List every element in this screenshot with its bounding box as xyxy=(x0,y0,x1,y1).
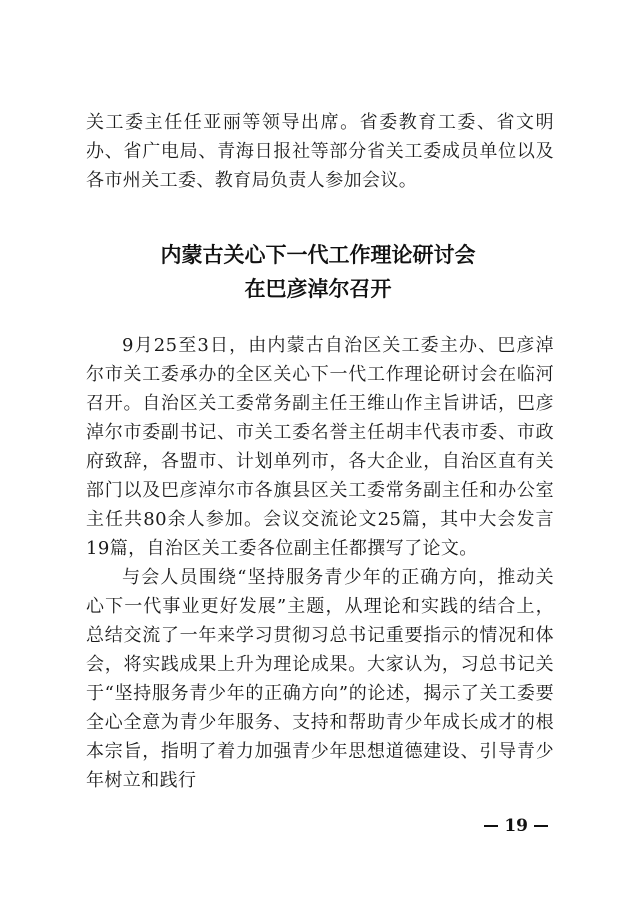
article-body xyxy=(86,331,554,795)
article-title-line-1: 内蒙古关心下一代工作理论研讨会 xyxy=(160,243,476,267)
page-number-value: 19 xyxy=(504,816,528,836)
intro-text-block xyxy=(86,108,554,195)
intro-paragraph: 关工委主任任亚丽等领导出席。省委教育工委、省文明办、省广电局、青海日报社等部分省关工委成员单位以及各市州关工委、教育局负责人参加会议。 xyxy=(86,112,554,191)
page-number xyxy=(484,816,548,836)
page-number-right-dash xyxy=(534,825,548,827)
page-number-left-dash xyxy=(484,825,498,827)
article-paragraph-1: 9月25至3日，由内蒙古自治区关工委主办、巴彦淖尔市关工委承办的全区关心下一代工作理论研讨会在临河召开。自治区关工委常务副主任王维山作主旨讲话，巴彦淖尔市委副书记、市关工委名誉主任胡丰代表市委、市政府致辞，各盟市、计划单列市，各大企业，自治区直有关部门以及巴彦淖尔市各旗县区关工委常务副主任和办公室主任共80余人参加。会议交流论文25篇，其中大会发言19篇，自治区关工委各位副主任都撰写了论文。 xyxy=(86,335,554,559)
article-paragraph-2: 与会人员围绕“坚持服务青少年的正确方向，推动关心下一代事业更好发展”主题，从理论和实践的结合上，总结交流了一年来学习贯彻习总书记重要指示的情况和体会，将实践成果上升为理论成果。大家认为，习总书记关于“坚持服务青少年的正确方向”的论述，揭示了关工委要全心全意为青少年服务、支持和帮助青少年成长成才的根本宗旨，指明了着力加强青少年思想道德建设、引导青少年树立和践行 xyxy=(86,567,554,791)
article-title-line-2: 在巴彦淖尔召开 xyxy=(244,277,392,301)
